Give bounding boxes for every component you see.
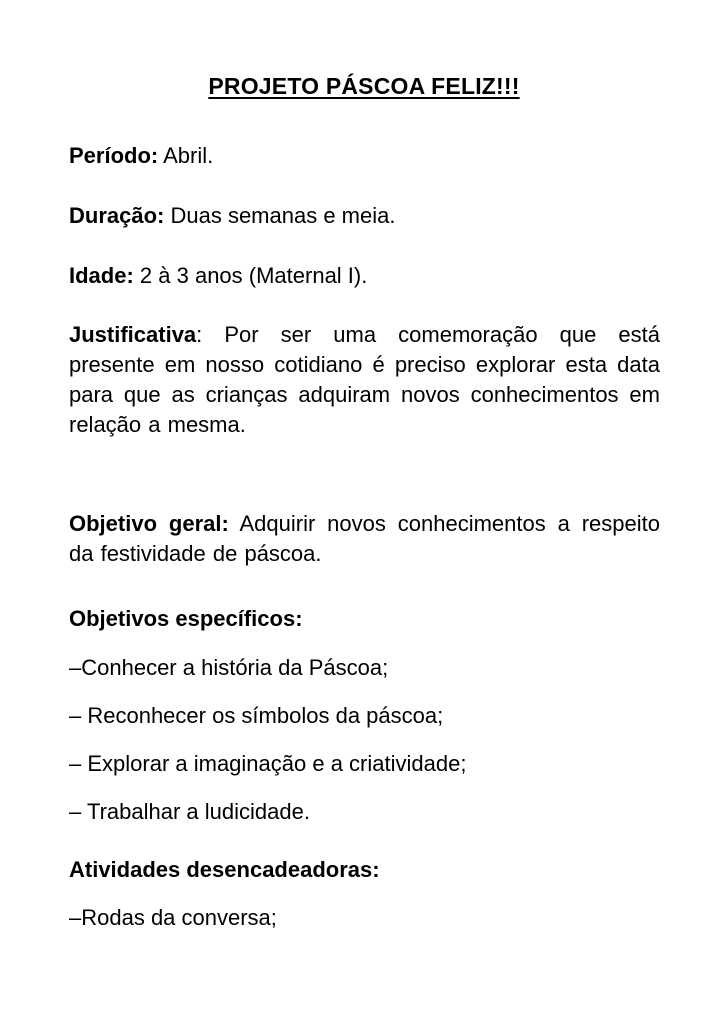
idade-line bbox=[69, 263, 367, 289]
duracao-value: Duas semanas e meia. bbox=[164, 203, 396, 228]
idade-value: 2 à 3 anos (Maternal I). bbox=[133, 263, 368, 288]
periodo-label: Período: bbox=[69, 143, 159, 168]
objetivos-especificos-heading: Objetivos específicos: bbox=[69, 606, 303, 631]
objetivo-geral-value: Adquirir novos conhecimentos a respeito da festividade de páscoa. bbox=[69, 511, 660, 566]
atividades-heading: Atividades desencadeadoras: bbox=[69, 857, 380, 882]
justificativa-paragraph bbox=[69, 320, 660, 440]
list-item: – Reconhecer os símbolos da páscoa; bbox=[69, 703, 444, 728]
list-item: –Conhecer a história da Páscoa; bbox=[69, 655, 389, 680]
periodo-line bbox=[69, 143, 213, 169]
list-item: – Trabalhar a ludicidade. bbox=[69, 799, 310, 824]
duracao-label: Duração: bbox=[69, 203, 165, 228]
list-item: – Explorar a imaginação e a criatividade; bbox=[69, 751, 467, 776]
objetivo-geral-label: Objetivo geral: bbox=[69, 511, 229, 536]
justificativa-value: : Por ser uma comemoração que está presente em nosso cotidiano é preciso explorar esta data para que as crianças adquiram novos conhecimentos em relação a mesma. bbox=[69, 322, 660, 437]
objetivo-geral-paragraph bbox=[69, 509, 660, 569]
list-item: –Rodas da conversa; bbox=[69, 905, 277, 930]
justificativa-label: Justificativa bbox=[69, 322, 197, 347]
document-title: PROJETO PÁSCOA FELIZ!!! bbox=[208, 73, 520, 99]
periodo-value: Abril. bbox=[158, 143, 214, 168]
duracao-line bbox=[69, 203, 395, 229]
idade-label: Idade: bbox=[69, 263, 134, 288]
